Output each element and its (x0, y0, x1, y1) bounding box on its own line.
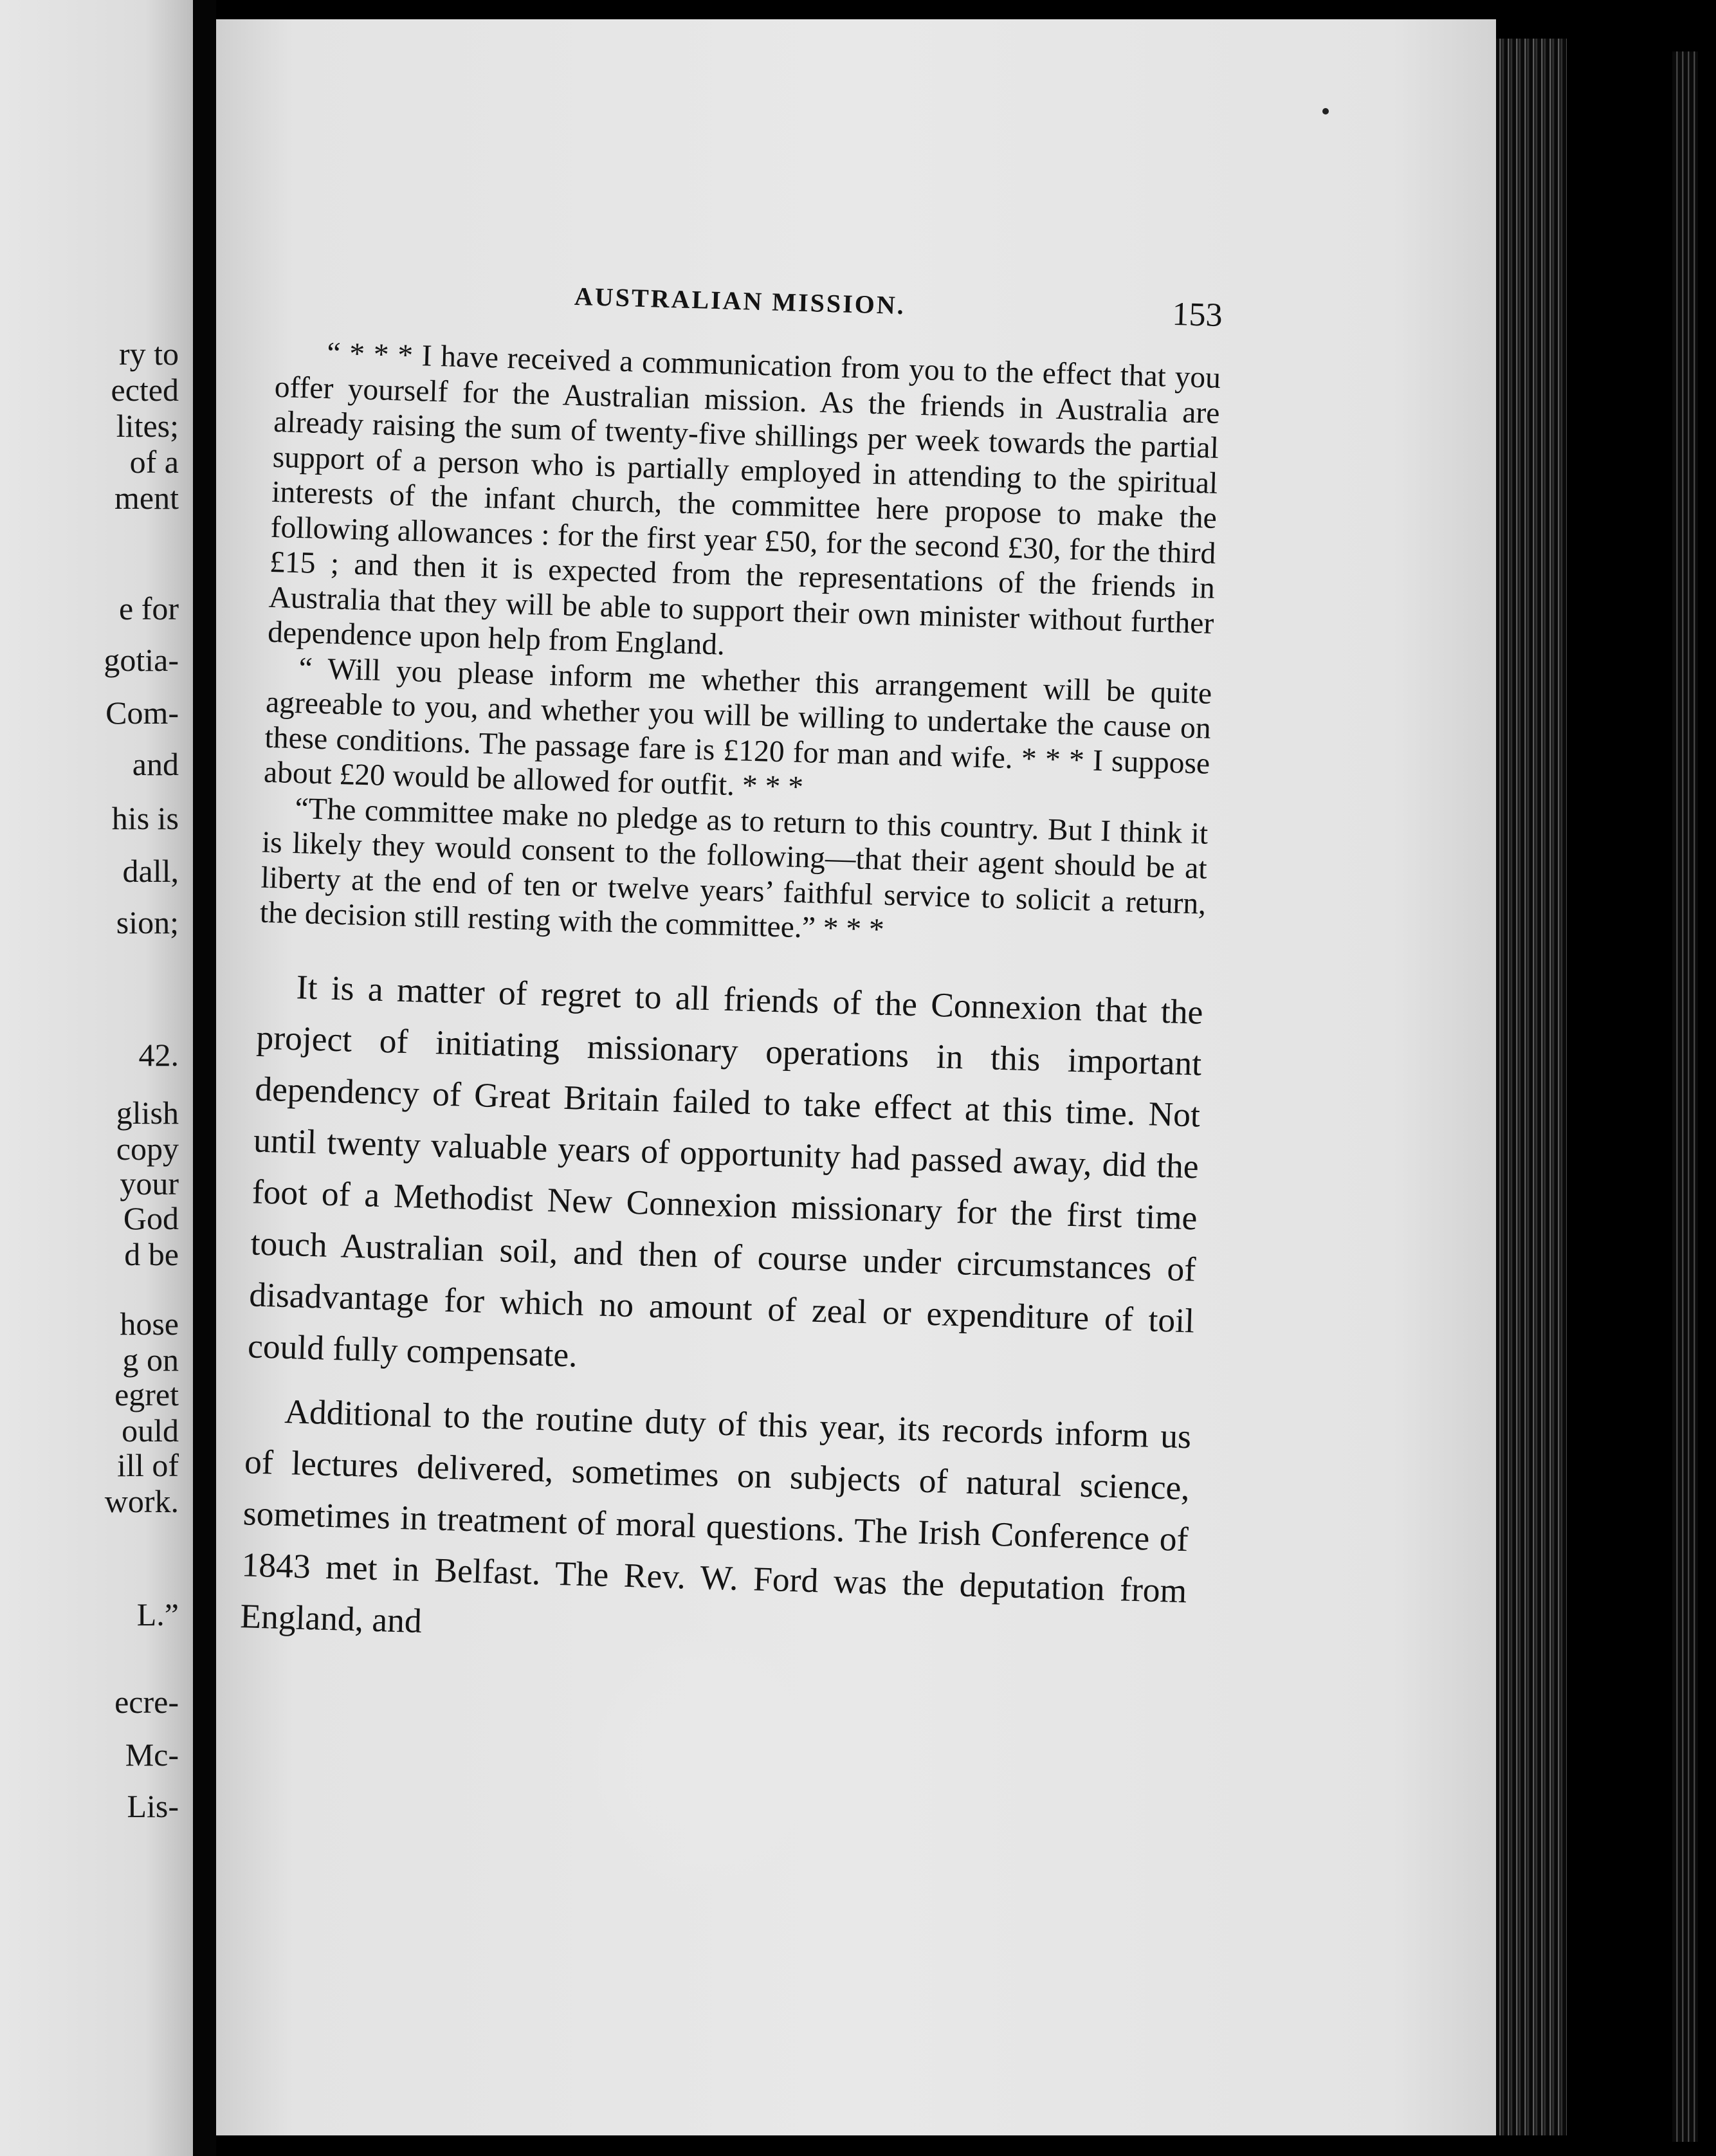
facing-page-line: sion; (116, 904, 179, 940)
facing-page-line: ry to (118, 336, 179, 372)
facing-page-line: egret (114, 1376, 179, 1412)
facing-page-line: of a (129, 444, 179, 480)
facing-page-line: L.” (136, 1596, 179, 1632)
facing-page-line: glish (116, 1095, 179, 1131)
facing-page-line: ould (122, 1412, 179, 1448)
page-content (239, 270, 1223, 1668)
page-stack-edges (1496, 39, 1567, 2135)
facing-page-line: ecre- (114, 1684, 179, 1720)
facing-page-line: God (123, 1200, 179, 1236)
facing-page-line: copy (116, 1131, 179, 1167)
letter-paragraph: “ * * * I have received a communication from you to the effect that you offer yourself for the Australian mission. As the friends in Australia are already raising the sum of twenty-five shillings per week towards the partial support of a person who is partially employed in attending to the spiritual interests of the infant church, the committee here propose to make the following allowances : for the first year £50, for the second £30, for the third £15 ; and then it is expected from the representations of the friends in Australia that they will be able to support their own minister without further dependence upon help from England. (267, 336, 1221, 662)
facing-page-line: Mc- (125, 1737, 179, 1773)
facing-page-line: lites; (116, 408, 179, 444)
facing-page-line: ment (114, 480, 179, 516)
page-number: 153 (1171, 295, 1223, 334)
facing-page-line: e for (119, 590, 179, 626)
body-paragraph: Additional to the routine duty of this year, its records inform us of lectures delivered, sometimes on subjects of natural science, sometimes in treatment of moral questions. The Irish Conference of 1843 met in Belfast. The Rev. W. Ford was the deputation from England, and (239, 1391, 1192, 1640)
running-head-title: AUSTRALIAN MISSION. (574, 281, 906, 320)
facing-page-line: and (132, 746, 179, 782)
letter-paragraph: “ Will you please inform me whether this arrangement will be quite agreeable to you, and whether you will be willing to undertake the cause on these conditions. The passage fare is £120 for man and wife. * * * I suppose about £20 would be allowed for outfit. * * * (263, 651, 1212, 805)
back-page-edges (1672, 51, 1698, 2142)
facing-page-line: hose (120, 1306, 179, 1342)
facing-page-line: dall, (122, 853, 179, 889)
facing-page-line: work. (104, 1483, 179, 1519)
book-gutter (193, 0, 216, 2156)
facing-page-edge (0, 0, 193, 2156)
facing-page-line: ected (111, 372, 179, 408)
book-page (216, 19, 1496, 2135)
ink-speck (1322, 108, 1329, 114)
quoted-letter (259, 334, 1221, 956)
faded-print-area (576, 1627, 846, 1897)
facing-page-line: ill of (117, 1447, 179, 1483)
facing-page-line: Com- (105, 695, 179, 731)
facing-page-line: d be (124, 1236, 179, 1272)
body-text (239, 960, 1203, 1668)
facing-page-line: Lis- (127, 1788, 179, 1824)
facing-page-line: your (120, 1165, 179, 1201)
facing-page-line: gotia- (104, 642, 179, 678)
body-paragraph: It is a matter of regret to all friends of the Connexion that the project of initiating missionary operations in this important dependency of Great Britain failed to take effect at this time. Not until twenty valuable years of opportunity had passed away, did the foot of a Methodist New Connexion missionary for the first time touch Australian soil, and then of course under circumstances of disadvantage for which no amount of zeal or expenditure of toil could fully compensate. (247, 967, 1204, 1375)
facing-page-line: 42. (138, 1037, 179, 1073)
letter-paragraph: “The committee make no pledge as to return to this country. But I think it is likely they would consent to the following—that their agent should be at liberty at the end of ten or twelve years’ faithful service to solicit a return, the decision still resting with the committee.” * * * (259, 791, 1209, 947)
facing-page-line: his is (111, 800, 179, 836)
facing-page-line: g on (122, 1342, 179, 1378)
